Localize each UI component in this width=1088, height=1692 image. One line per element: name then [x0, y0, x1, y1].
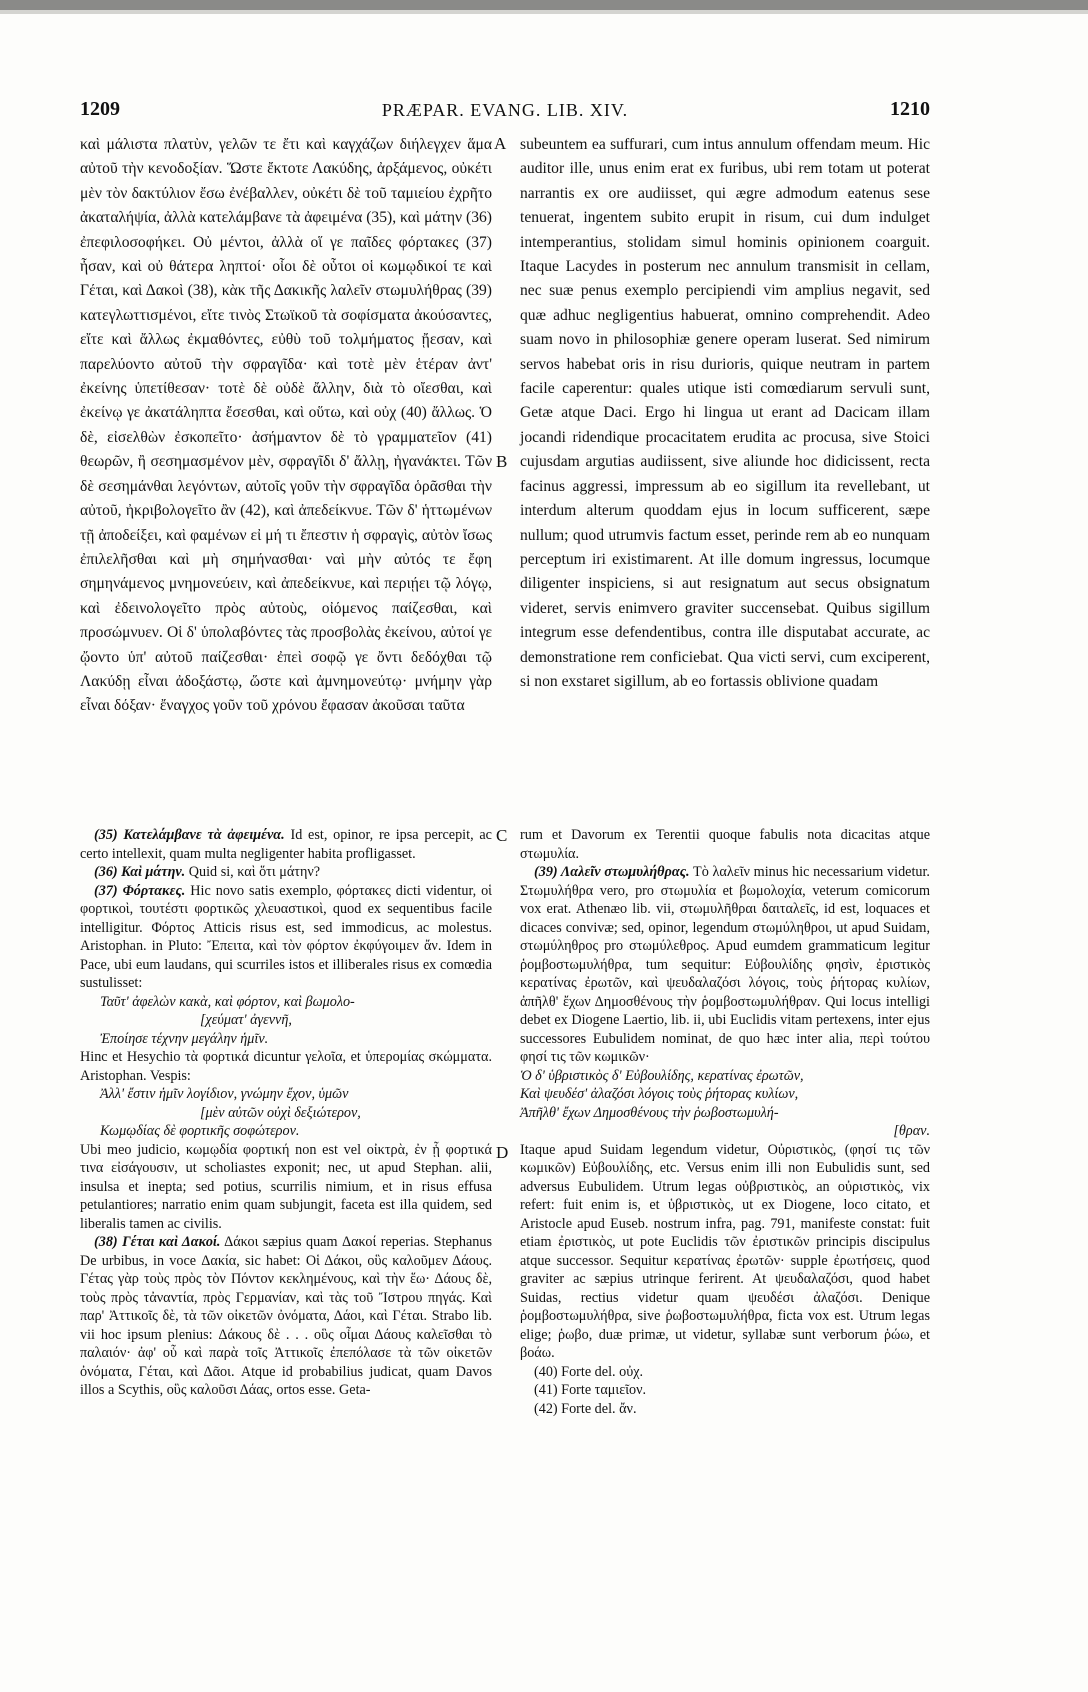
page-number-left: 1209 [80, 98, 120, 120]
latin-translation-column [520, 133, 930, 694]
note-36-lead: (36) Καὶ μάτην. [94, 864, 186, 880]
verse-pace-1: Ταῦτ' ἀφελὼν κακὰ, καὶ φόρτον, καὶ βωμολο- [100, 993, 355, 1010]
note-37-continued: Hinc et Hesychio τὰ φορτικά dicuntur γελοῖα, et ὑπερομίας σκώμματα. Aristophan. Vespis: [80, 1049, 492, 1084]
note-39-lead: (39) Λαλεῖν στωμυλήθρας. [534, 864, 690, 880]
note-35 [80, 826, 492, 863]
margin-marker-c: C [496, 826, 508, 845]
verse-eubulides-4: [θραν. [893, 1123, 930, 1139]
note-37 [80, 882, 492, 993]
verse-pace-3: Ἐποίησε τέχνην μεγάλην ἡμῖν. [100, 1030, 269, 1047]
verse-vespis-3: Κωμῳδίας δὲ φορτικῆς σοφώτερον. [100, 1123, 300, 1139]
note-37-conclusion: Ubi meo judicio, κωμῳδία φορτική non est vel oἰκτρὰ, ἐν ᾗ φορτικά τινα εἰσάγουσιν, ut scholiastes exponit; nec, ut apud Stephan. alii, insulsa et inepta; sed potius, scurrilis nimium, et in risus effusa petulantiores; narratio enim quam subjungit, faceta est illa quidem, sed liberalis tamen ac civilis. [80, 1141, 492, 1232]
note-42: (42) Forte del. ἄν. [534, 1400, 637, 1417]
page-number-right: 1210 [890, 98, 930, 120]
notes-left-column [80, 826, 492, 1400]
note-36-text: Quid si, καὶ ὅτι μάτην? [185, 864, 321, 880]
verse-eubulides-2: Καὶ ψευδέσ' ἀλαζόσι λόγοις τοὺς ῥήτορας κυλίων, [520, 1086, 799, 1102]
note-36 [80, 863, 492, 882]
note-35-lead: (35) Κατελάμβανε τὰ ἀφειμένα. [94, 827, 285, 843]
note-38-continued: rum et Davorum ex Terentii quoque fabulis nota dicacitas atque στωμυλία. [520, 827, 930, 862]
verse-vespis-1: Ἀλλ' ἔστιν ἡμῖν λογίδιον, γνώμην ἔχον, ὑμῶν [100, 1086, 349, 1102]
note-41: (41) Forte ταμιεῖον. [534, 1382, 647, 1398]
note-39-continued: Itaque apud Suidam legendum videtur, Οὐριστικὸς, (φησί τις τῶν κωμικῶν) Εὐβουλίδης, etc. Versus enim illi non Eubulidis sunt, sed adversus Eubulidem. Utrum legas οὐβριστικὸς, an οὐριστικὸς, vix refert: fuit enim is, et ὑβριστικὸς, ut ex Diogene, loco citato, et Aristocle apud Euseb. nostrum infra, pag. 791, manifeste constat: fuit etiam ἐριστικὸς, ut pote Euclidis τῶν ἐριστικῶν principis discipulus atque successor. Sequitur κερατίνας ἐρωτῶν· supple ἐρωτήσεις, quod graviter ac sæpius utrinque ferirent. At ψευδαλαζόσι, quod habet Suidas, rectius videtur quam ψευδέσι ἀλαζόσι. Denique ῥομβοστωμυλήθρα, sive ῥωβοστωμυλήθρα, ficta vox est. Utrum legas elige; ῥωβο, duæ primæ, ut videtur, syllabæ sunt verborum ῥώω, et βοάω. [520, 1141, 930, 1361]
running-title: PRÆPAR. EVANG. LIB. XIV. [381, 100, 629, 120]
page-header [80, 98, 930, 124]
note-40: (40) Forte del. οὐχ. [534, 1363, 644, 1380]
note-35-text: Id est, opinor, re ipsa percepit, ac certo intellexit, quam multa negligenter habita profligasset. [80, 827, 492, 862]
verse-eubulides-3: Ἀπῆλθ' ἔχων Δημοσθένους τὴν ῥωβοστωμυλή- [520, 1104, 779, 1121]
margin-marker-d: D [496, 1143, 509, 1162]
note-39-text: Τὸ λαλεῖν minus hic necessarium videtur. Στωμυλήθρα vero, pro στωμυλία et βωμολοχία, veterum comicorum vox erat. Athenæo lib. vii, στωμυλῆθραι δαιταλεῖς, id est, loquaces et dicaces convivæ; sed, opinor, legendum στωμύληθροι, ut apud Suidam, στωμύληθρος pro στωμύλεθρος. Apud eumdem grammaticum legitur ῥομβοστωμυλήθρα, tum sequitur: Εὐβουλίδης φησὶν, ἐριστικὸς κερατίνας ἐρωτῶν, καὶ ψευδαλαζόσι λόγοις, τοὺς ῥήτορας κυλίων, ἀπῆλθ' ἔχων Δημοσθένους τὴν ῥομβοστωμυλήθραν. Qui locus intelligi debet ex Diogene Laertio, lib. ii, ubi Euclidis vitam pertexens, inter ejus successores Eubulidem nominat, de quo hæc inter alia, περὶ τούτου φησί τις τῶν κωμικῶν· [520, 864, 930, 1065]
greek-body-text: καὶ μάλιστα πλατὺν, γελῶν τε ἔτι καὶ καγχάζων διήλεγχεν ἅμα αὐτοῦ τὴν κενοδοξίαν. Ὥστε ἔκτοτε Λακύδης, ἀρξάμενος, οὐκέτι μὲν τὸν δακτύλιον ἔσω ἐνέβαλλεν, οὐκέτι δὲ τοῦ ταμιείου ἐχρῆτο ἀκαταλήψία, ἀλλὰ κατελάμβανε τὰ ἀφειμένα (35), καὶ μάτην (36) ἐπεφιλοσοφήκει. Οὐ μέντοι, ἀλλὰ οἵ γε παῖδες φόρτακες (37) ἦσαν, καὶ οὐ θάτερα ληπτοί· οἷοι δὲ οὗτοι οἱ κωμῳδικοί τε καὶ Γέται, καὶ Δακοὶ (38), κὰκ τῆς Δακικῆς λαλεῖν στωμυλήθρας (39) κατεγλωττισμένοι, εἴτε τινὸς Στωϊκοῦ τὰ σοφίσματα ἀκούσαντες, εἴτε καὶ ἄλλως ἐκμαθόντες, εὐθὺ τοῦ τολμήματος ᾔεσαν, καὶ παρελύοντο αὐτοῦ τὴν σφραγῖδα· καὶ τοτὲ μὲν ἑτέραν ἀντ' ἐκείνης ὑπετίθεσαν· τοτὲ δὲ οὐδὲ ἄλλην, διὰ τὸ οἴεσθαι, καὶ ἐκείνῳ γε ἀκατάληπτα ἔσεσθαι, καὶ οὕτω, καὶ οὐχ (40) ἄλλως. Ὁ δὲ, εἰσελθὼν ἐσκοπεῖτο· ἀσήμαντον δὲ τὸ γραμματεῖον (41) θεωρῶν, ἢ σεσημασμένον μὲν, σφραγῖδι δ' ἄλλῃ, ἠγανάκτει. Τῶν δὲ σεσημάνθαι λεγόντων, αὐτοῖς γοῦν τὴν σφραγῖδα ὁρᾶσθαι τὴν αὐτοῦ, ἠκριβολογεῖτο ἂν (42), καὶ ἀπεδείκνυε. Τῶν δ' ἡττωμένων τῇ ἀποδείξει, καὶ φαμένων εἰ μή τι ἔπεστιν ἡ σφραγὶς, αὐτὸν ἴσως ἐπιλελῆσθαι καὶ μὴ σημήνασθαι· ναὶ μὴν αὐτός τε ἔφη σημηνάμενος μνημονεύειν, καὶ ἀπεδείκνυε, καὶ περιῄει τῷ λόγῳ, καὶ ἐδεινολογεῖτο πρὸς αὐτοὺς, οἰόμενος παίζεσθαι, καὶ προσώμνυεν. Οἱ δ' ὑπολαβόντες τὰς προσβολὰς ἐκείνου, αὐτοί γε ᾤοντο ὑπ' αὐτοῦ παίζεσθαι· ἐπεὶ σοφῷ γε ὄντι δεδόχθαι τῷ Λακύδῃ εἶναι ἀδοξάστῳ, ὥστε καὶ ἀμνημονεύτῳ· μνήμην γὰρ εἶναι δόξαν· ἔναγχος γοῦν τοῦ χρόνου ἔφασαν ἀκοῦσαι ταῦτα [80, 136, 492, 715]
note-37-lead: (37) Φόρτακες. [94, 882, 186, 899]
latin-body-text: subeuntem ea suffurari, cum intus annulum offendam meum. Hic auditor ille, unus enim erat ex furibus, ubi rem totam ut poterat narrantis ex ore audiisset, qui ægre admodum eatenus sese tenuerat, ingentem subito erupit in risum, cui dum indulget intemperantius, stolidam simul hominis opinionem coarguit. Itaque Lacydes in posterum nec annulum transmisit in cellam, nec suæ penus exemplo percipiendi vim amplius negavit, sed quæ adhuc negligentius habuerat, omnino comprehendit. Adeo suam novo in philosophiæ genere operam luserat. Sed nimirum servos habebat oris in risu durioris, quique neutram in partem facile caperentur: quales utique isti comœdiarum servuli sunt, Getæ atque Daci. Ergo hi lingua ut erant ad Dacicam illam jocandi ridendique procacitatem erudita ac procusa, sive Stoici cujusdam argutias audiissent, sive aliunde hoc didicissent, recta facinus aggressi, impressum ab eo sigillum ita revellebant, ut interdum alterum quoddam ejus in locum sufficerent, sæpe nullum; quod utrumvis factum esset, perinde rem ab eo nunquam perceptum iri existimarent. At ille domum ingressus, locumque diligenter inspiciens, si aut resignatum aut secus obsignatum videret, servis enimvero graviter succensebat. Quibus sigillum integrum esse defendentibus, contra ille disputabat accurate, ac demonstratione rem conficiebat. Qua victi servi, cum exciperent, si non exstaret sigillum, ab eo fortassis oblivione quadam [520, 136, 930, 690]
scan-top-edge-shadow [0, 10, 1088, 14]
margin-marker-a: A [494, 134, 507, 153]
note-39 [520, 863, 930, 1067]
verse-vespis-2: [μὲν αὐτῶν οὐχὶ δεξιώτερον, [200, 1104, 361, 1121]
note-38 [80, 1233, 492, 1400]
verse-eubulides-1: Ὁ δ' ὑβριστικὸς δ' Εὐβουλίδης, κερατίνας ἐρωτῶν, [520, 1067, 804, 1084]
verse-pace-2: [χεύματ' ἀγεννῆ, [200, 1012, 292, 1028]
greek-text-column [80, 133, 492, 719]
scan-top-edge [0, 0, 1088, 10]
margin-marker-b: B [496, 452, 508, 471]
notes-right-column [520, 826, 930, 1418]
note-37-text: Hic novo satis exemplo, φόρτακες dicti videntur, οἱ φορτικοὶ, τουτέστι φορτικῶς χλευαστικοὶ, quod ex sequentibus facile intelligitur. Φόρτος Atticis risus est, sed immodicus, ac molestus. Aristophan. in Pluto: Ἔπειτα, καὶ τὸν φόρτον ἐκφύγοιμεν ἄν. Idem in Pace, ubi eum laudans, qui scurriles istos et illiberales risus ex comœdia sustulisset: [80, 882, 493, 991]
note-38-text: Δάκοι sæpius quam Δακοί reperias. Stephanus De urbibus, in voce Δακία, sic habet: Οἱ Δάκοι, οὓς καλοῦμεν Δάους. Γέτας γὰρ τοὺς πρὸς τὸν Πόντον κεκλημένους, καὶ τὴν ἕω· Δάους δὲ, τοὺς πρὸς τἀναντία, πρὸς Γερμανίαν, καὶ τὰς τοῦ Ἴστρου πηγάς. Καὶ παρ' Ἀττικοῖς δὲ, τὰ τῶν οἰκετῶν ὀνόματα, Δάοι, καὶ Γέται. Strabo lib. vii hoc ipsum plenius: Δάκους δὲ . . . οὓς οἶμαι Δάους καλεῖσθαι τὸ παλαιόν· ἀφ' οὗ καὶ παρὰ τοῖς Ἀττικοῖς ἐπεπόλασε τὰ τῶν οἰκετῶν ὀνόματα, Γέται, καὶ Δᾶοι. Atque id probabilius judicat, quam Davos illos a Scythis, οὓς καλοῦσι Δάας, ortos esse. Geta- [80, 1234, 493, 1398]
note-38-lead: (38) Γέται καὶ Δακοί. [94, 1234, 221, 1250]
